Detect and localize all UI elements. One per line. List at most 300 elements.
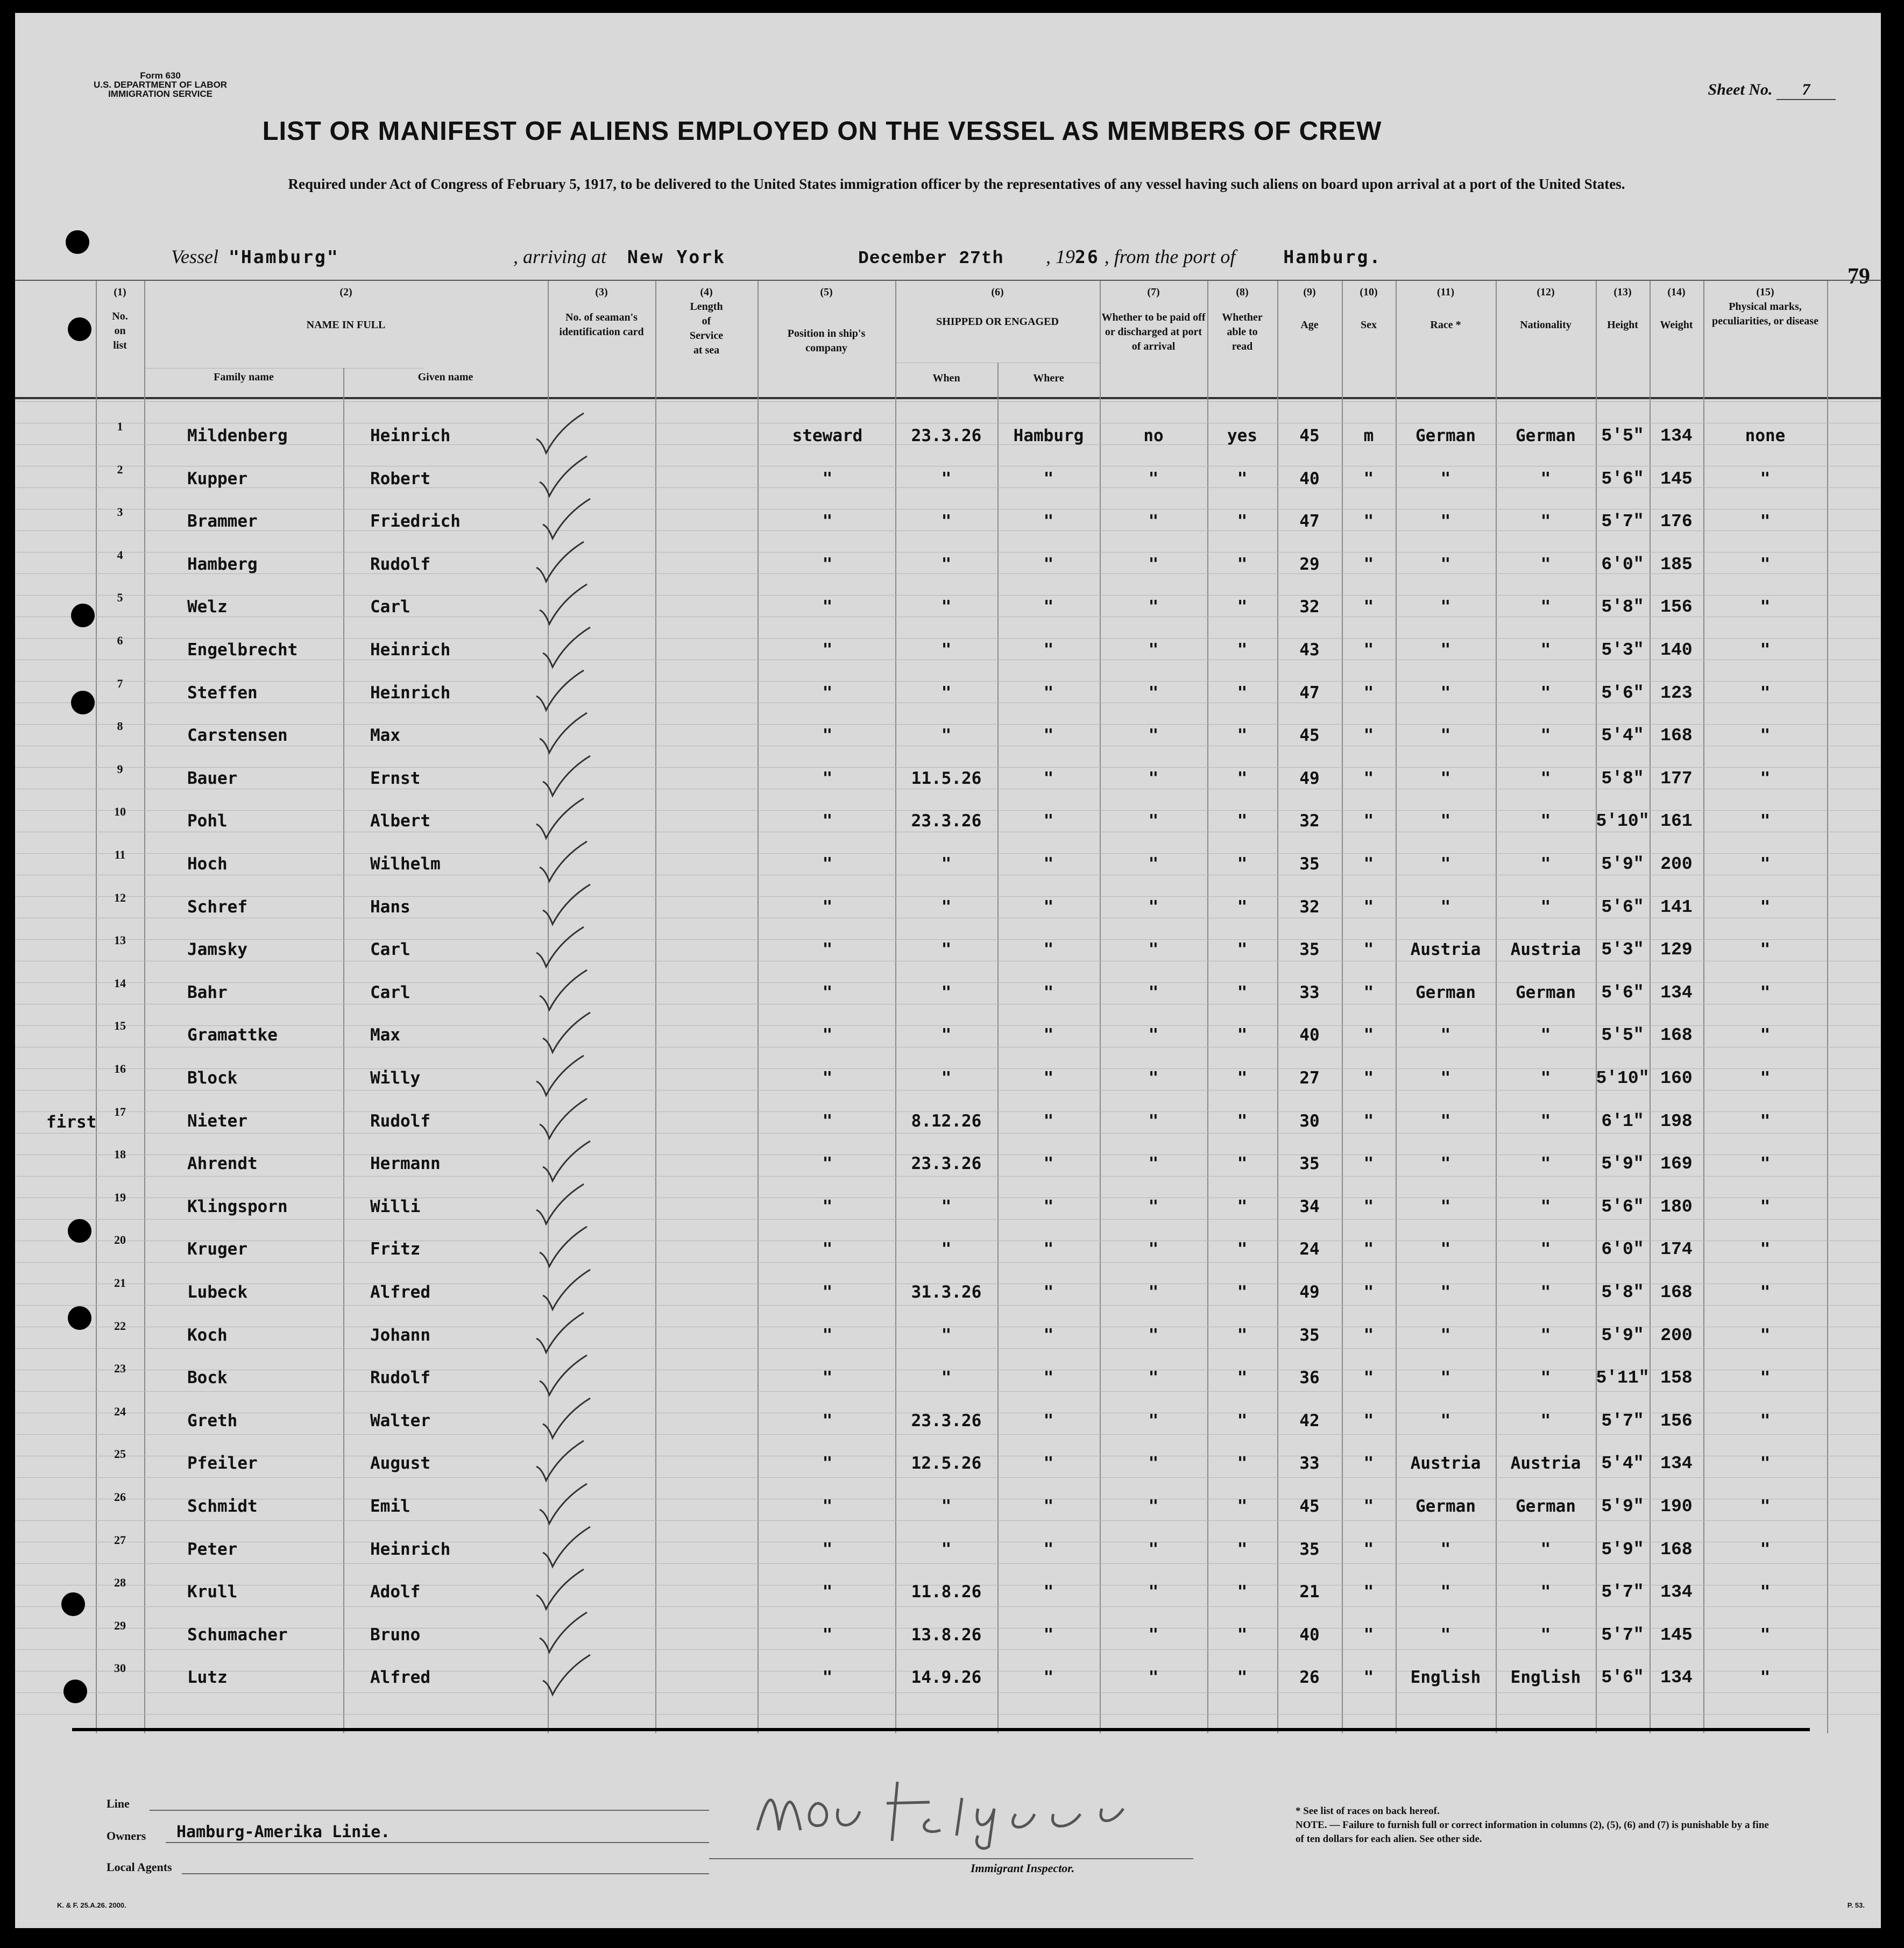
check-mark-icon — [541, 754, 592, 799]
nationality-cell: " — [1540, 1068, 1551, 1088]
shipped-where-cell: " — [1043, 469, 1054, 488]
shipped-where-cell: " — [1043, 854, 1054, 874]
able-to-read-cell: " — [1237, 897, 1248, 917]
nationality-cell: " — [1540, 726, 1551, 746]
family-name-cell: Peter — [187, 1539, 238, 1559]
given-name-cell: Heinrich — [370, 1539, 451, 1559]
sheet-number: 7 — [1776, 81, 1836, 100]
row-number: 21 — [114, 1276, 126, 1290]
race-cell: " — [1440, 768, 1451, 788]
physical-marks-cell: " — [1760, 683, 1771, 703]
race-cell: " — [1440, 512, 1451, 532]
paid-off-cell: " — [1148, 1411, 1159, 1430]
able-to-read-cell: " — [1237, 1154, 1248, 1174]
race-cell: " — [1440, 1239, 1451, 1259]
weight-cell: 200 — [1660, 1325, 1693, 1345]
given-name-cell: Emil — [370, 1497, 410, 1516]
family-name-cell: Bahr — [187, 982, 228, 1002]
sex-cell: " — [1363, 512, 1374, 532]
shipped-when-cell: 23.3.26 — [911, 1154, 982, 1174]
physical-marks-cell: " — [1760, 1154, 1771, 1174]
folio-number: 79 — [1848, 264, 1870, 289]
owners-label: Owners — [107, 1829, 146, 1843]
race-cell: " — [1440, 554, 1451, 574]
age-cell: 45 — [1299, 726, 1320, 746]
check-mark-icon — [534, 1311, 586, 1356]
shipped-where-cell: " — [1043, 811, 1054, 831]
physical-marks-cell: " — [1760, 1196, 1771, 1216]
given-name-cell: Heinrich — [370, 683, 451, 703]
sex-cell: " — [1363, 1539, 1374, 1559]
row-rule — [15, 853, 1881, 854]
nationality-cell: " — [1540, 1625, 1551, 1645]
physical-marks-cell: " — [1760, 1025, 1771, 1045]
physical-marks-cell: " — [1760, 768, 1771, 788]
race-cell: " — [1440, 1068, 1451, 1088]
shipped-when-cell: " — [941, 683, 952, 703]
header-col7: (7) Whether to be paid off or discharged at port of arrival — [1101, 286, 1206, 352]
check-mark-icon — [534, 1439, 586, 1484]
row-number: 25 — [114, 1447, 126, 1461]
given-name-cell: Walter — [370, 1411, 430, 1430]
given-name-cell: Rudolf — [370, 554, 430, 574]
able-to-read-cell: " — [1237, 1625, 1248, 1645]
row-rule — [15, 681, 1881, 682]
physical-marks-cell: " — [1760, 854, 1771, 874]
able-to-read-cell: " — [1237, 1539, 1248, 1559]
given-name-cell: Carl — [370, 940, 410, 960]
given-name-cell: Hermann — [370, 1154, 441, 1174]
race-cell: " — [1440, 1154, 1451, 1174]
row-number: 2 — [117, 462, 123, 476]
height-cell: 6'0" — [1601, 554, 1644, 575]
physical-marks-cell: " — [1760, 940, 1771, 960]
row-rule — [15, 1606, 1881, 1607]
row-number: 22 — [114, 1319, 126, 1333]
race-cell: " — [1440, 1625, 1451, 1645]
paid-off-cell: " — [1148, 1454, 1159, 1474]
given-name-cell: Friedrich — [370, 512, 461, 532]
paid-off-cell: " — [1148, 940, 1159, 960]
punch-hole — [71, 604, 95, 627]
row-number: 18 — [114, 1147, 126, 1161]
physical-marks-cell: " — [1760, 554, 1771, 574]
able-to-read-cell: " — [1237, 1239, 1248, 1259]
inspector-label: Immigrant Inspector. — [971, 1861, 1075, 1875]
able-to-read-cell: " — [1237, 640, 1248, 660]
position-cell: " — [822, 982, 833, 1002]
shipped-when-cell: " — [941, 1196, 952, 1216]
row-number: 19 — [114, 1190, 126, 1204]
nationality-cell: " — [1540, 1411, 1551, 1430]
column-rule — [758, 281, 759, 1733]
weight-cell: 145 — [1660, 469, 1693, 489]
nationality-cell: " — [1540, 768, 1551, 788]
race-cell: " — [1440, 640, 1451, 660]
shipped-where-cell: Hamburg — [1013, 426, 1084, 445]
shipped-where-cell: " — [1043, 1368, 1054, 1388]
height-cell: 5'11" — [1596, 1368, 1650, 1389]
height-cell: 6'1" — [1601, 1111, 1644, 1131]
height-cell: 5'5" — [1601, 1025, 1644, 1046]
position-cell: " — [822, 1497, 833, 1516]
row-number: 20 — [114, 1233, 126, 1247]
position-cell: " — [822, 940, 833, 960]
shipped-where-cell: " — [1043, 1239, 1054, 1259]
able-to-read-cell: " — [1237, 768, 1248, 788]
weight-cell: 176 — [1660, 512, 1693, 532]
able-to-read-cell: " — [1237, 982, 1248, 1002]
paid-off-cell: " — [1148, 1582, 1159, 1602]
sex-cell: " — [1363, 854, 1374, 874]
shipped-where-cell: " — [1043, 683, 1054, 703]
family-name-cell: Pfeiler — [187, 1454, 258, 1474]
given-name-cell: Carl — [370, 597, 410, 617]
able-to-read-cell: " — [1237, 940, 1248, 960]
physical-marks-cell: " — [1760, 1539, 1771, 1559]
nationality-cell: " — [1540, 554, 1551, 574]
family-name-cell: Steffen — [187, 683, 258, 703]
shipped-where-cell: " — [1043, 554, 1054, 574]
inspector-line — [709, 1858, 1193, 1859]
sex-cell: " — [1363, 726, 1374, 746]
weight-cell: 168 — [1660, 1283, 1693, 1302]
check-mark-icon — [534, 1182, 586, 1227]
physical-marks-cell: " — [1760, 1068, 1771, 1088]
race-cell: German — [1415, 1497, 1476, 1516]
column-rule — [96, 281, 97, 1733]
check-mark-icon — [534, 540, 586, 585]
vessel-label: Vessel — [171, 246, 218, 267]
row-number: 29 — [114, 1618, 126, 1632]
sheet-label: Sheet No. — [1708, 81, 1773, 98]
given-name-cell: Rudolf — [370, 1111, 430, 1131]
height-cell: 5'9" — [1601, 1539, 1644, 1560]
age-cell: 36 — [1299, 1368, 1320, 1388]
sex-cell: " — [1363, 1325, 1374, 1345]
nationality-cell: German — [1516, 426, 1576, 445]
weight-cell: 134 — [1660, 1582, 1693, 1603]
check-mark-icon — [534, 411, 586, 456]
weight-cell: 200 — [1660, 854, 1693, 874]
age-cell: 29 — [1299, 554, 1320, 574]
position-cell: " — [822, 1154, 833, 1174]
shipped-when-cell: 13.8.26 — [911, 1625, 982, 1645]
year-prefix: , 19 — [1046, 246, 1075, 267]
position-cell: " — [822, 1196, 833, 1216]
age-cell: 30 — [1299, 1111, 1320, 1131]
sex-cell: " — [1363, 1411, 1374, 1430]
punch-hole — [71, 691, 95, 714]
race-cell: " — [1440, 726, 1451, 746]
height-cell: 5'3" — [1601, 640, 1644, 660]
given-name-cell: Johann — [370, 1325, 430, 1345]
position-cell: " — [822, 726, 833, 746]
row-number: 8 — [117, 719, 123, 733]
weight-cell: 140 — [1660, 640, 1693, 660]
shipped-where-cell: " — [1043, 512, 1054, 532]
shipped-where-cell: " — [1043, 1325, 1054, 1345]
given-name-cell: Ernst — [370, 768, 421, 788]
shipped-where-cell: " — [1043, 1497, 1054, 1516]
paid-off-cell: " — [1148, 1497, 1159, 1516]
weight-cell: 161 — [1660, 811, 1693, 832]
age-cell: 47 — [1299, 512, 1320, 532]
age-cell: 26 — [1299, 1668, 1320, 1688]
height-cell: 5'4" — [1601, 1454, 1644, 1474]
age-cell: 45 — [1299, 426, 1320, 445]
position-cell: " — [822, 554, 833, 574]
shipped-when-cell: 23.3.26 — [911, 1411, 982, 1430]
sex-cell: " — [1363, 1582, 1374, 1602]
nationality-cell: " — [1540, 1368, 1551, 1388]
age-cell: 49 — [1299, 1283, 1320, 1302]
physical-marks-cell: none — [1745, 426, 1786, 445]
height-cell: 5'8" — [1601, 1283, 1644, 1302]
age-cell: 27 — [1299, 1068, 1320, 1088]
nationality-cell: " — [1540, 1154, 1551, 1174]
family-name-cell: Kupper — [187, 469, 247, 488]
given-name-cell: Willy — [370, 1068, 421, 1088]
race-cell: English — [1410, 1668, 1481, 1688]
given-name-cell: August — [370, 1454, 430, 1474]
sex-cell: " — [1363, 1668, 1374, 1688]
punch-hole — [61, 1592, 85, 1616]
family-name-cell: Ahrendt — [187, 1154, 258, 1174]
physical-marks-cell: " — [1760, 1668, 1771, 1688]
nationality-cell: " — [1540, 854, 1551, 874]
height-cell: 5'5" — [1601, 426, 1644, 446]
able-to-read-cell: " — [1237, 1411, 1248, 1430]
height-cell: 5'10" — [1596, 1068, 1650, 1088]
paid-off-cell: " — [1148, 1539, 1159, 1559]
shipped-when-cell: " — [941, 554, 952, 574]
sex-cell: " — [1363, 768, 1374, 788]
family-name-cell: Gramattke — [187, 1025, 278, 1045]
shipped-when-cell: " — [941, 1497, 952, 1516]
height-cell: 5'6" — [1601, 1196, 1644, 1217]
nationality-cell: German — [1516, 982, 1576, 1002]
nationality-cell: German — [1516, 1497, 1576, 1516]
weight-cell: 160 — [1660, 1068, 1693, 1088]
age-cell: 35 — [1299, 854, 1320, 874]
age-cell: 21 — [1299, 1582, 1320, 1602]
paid-off-cell: " — [1148, 554, 1159, 574]
shipped-when-cell: " — [941, 982, 952, 1002]
row-number: 1 — [117, 420, 123, 433]
able-to-read-cell: " — [1237, 1454, 1248, 1474]
row-number: 11 — [114, 848, 126, 861]
arrival-date: December 27th — [858, 249, 1004, 268]
header-family-name: Family name — [214, 371, 274, 383]
age-cell: 32 — [1299, 811, 1320, 831]
race-cell: German — [1415, 426, 1476, 445]
manifest-sheet — [15, 13, 1881, 1928]
family-name-cell: Schref — [187, 897, 247, 917]
row-number: 6 — [117, 634, 123, 647]
row-number: 16 — [114, 1062, 126, 1075]
age-cell: 35 — [1299, 940, 1320, 960]
row-number: 10 — [114, 805, 126, 819]
age-cell: 47 — [1299, 683, 1320, 703]
position-cell: " — [822, 1625, 833, 1645]
given-name-cell: Adolf — [370, 1582, 421, 1602]
shipped-when-cell: " — [941, 1539, 952, 1559]
race-cell: " — [1440, 897, 1451, 917]
age-cell: 45 — [1299, 1497, 1320, 1516]
table-top-border — [15, 280, 1881, 281]
race-cell: German — [1415, 982, 1476, 1002]
row-number: 30 — [114, 1661, 126, 1675]
header-col5: (5) Position in ship's company — [787, 286, 866, 354]
list-end-rule — [72, 1728, 1810, 1731]
shipped-where-cell: " — [1043, 1668, 1054, 1688]
shipped-where-cell: " — [1043, 897, 1054, 917]
weight-cell: 168 — [1660, 1025, 1693, 1046]
height-cell: 5'6" — [1601, 469, 1644, 489]
shipped-when-cell: 11.8.26 — [911, 1582, 982, 1602]
sex-cell: " — [1363, 982, 1374, 1002]
port-label: , from the port of — [1104, 246, 1236, 267]
shipped-where-cell: " — [1043, 1025, 1054, 1045]
row-number: 28 — [114, 1576, 126, 1590]
height-cell: 6'0" — [1601, 1239, 1644, 1260]
given-name-cell: Rudolf — [370, 1368, 430, 1388]
column-rule — [144, 281, 145, 1733]
shipped-when-cell: " — [941, 1368, 952, 1388]
paid-off-cell: " — [1148, 597, 1159, 617]
row-number: 27 — [114, 1533, 126, 1547]
check-mark-icon — [534, 668, 586, 713]
given-name-cell: Wilhelm — [370, 854, 441, 874]
position-cell: " — [822, 1068, 833, 1088]
shipped-where-cell: " — [1043, 1454, 1054, 1474]
able-to-read-cell: " — [1237, 1025, 1248, 1045]
header-given-name: Given name — [417, 371, 473, 383]
weight-cell: 158 — [1660, 1368, 1693, 1389]
column-rule — [1827, 281, 1828, 1733]
physical-marks-cell: " — [1760, 1368, 1771, 1388]
weight-cell: 198 — [1660, 1111, 1693, 1131]
sex-cell: " — [1363, 1111, 1374, 1131]
row-number: 15 — [114, 1019, 126, 1033]
shipped-when-cell: " — [941, 1068, 952, 1088]
family-name-cell: Kruger — [187, 1239, 247, 1259]
race-cell: " — [1440, 1411, 1451, 1430]
physical-marks-cell: " — [1760, 1625, 1771, 1645]
weight-cell: 190 — [1660, 1497, 1693, 1517]
family-name-cell: Engelbrecht — [187, 640, 298, 660]
race-cell: " — [1440, 683, 1451, 703]
shipped-when-cell: " — [941, 512, 952, 532]
given-name-cell: Max — [370, 726, 400, 746]
position-cell: " — [822, 1582, 833, 1602]
height-cell: 5'7" — [1601, 1411, 1644, 1431]
able-to-read-cell: " — [1237, 1111, 1248, 1131]
paid-off-cell: no — [1143, 426, 1164, 445]
check-mark-icon — [537, 1224, 589, 1270]
physical-marks-cell: " — [1760, 1497, 1771, 1516]
nationality-cell: " — [1540, 1325, 1551, 1345]
given-name-cell: Heinrich — [370, 640, 451, 660]
row-number: 12 — [114, 890, 126, 904]
position-cell: " — [822, 1025, 833, 1045]
sex-cell: " — [1363, 1625, 1374, 1645]
nationality-cell: " — [1540, 1582, 1551, 1602]
age-cell: 40 — [1299, 1625, 1320, 1645]
check-mark-icon — [537, 582, 589, 627]
row-rule — [15, 638, 1881, 639]
arrival-port: New York — [627, 246, 726, 267]
position-cell: " — [822, 469, 833, 488]
header-col15: (15) Physical marks, peculiarities, or disease — [1712, 286, 1818, 327]
paid-off-cell: " — [1148, 726, 1159, 746]
header-where: Where — [1033, 372, 1064, 384]
family-name-cell: Hoch — [187, 854, 228, 874]
punch-hole — [68, 317, 91, 341]
position-cell: " — [822, 1239, 833, 1259]
row-rule — [15, 810, 1881, 811]
check-mark-icon — [537, 711, 589, 756]
able-to-read-cell: " — [1237, 469, 1248, 488]
sex-cell: " — [1363, 640, 1374, 660]
row-rule — [15, 1520, 1881, 1521]
nationality-cell: " — [1540, 1539, 1551, 1559]
row-number: 4 — [117, 548, 123, 562]
paid-off-cell: " — [1148, 1668, 1159, 1688]
shipped-where-cell: " — [1043, 1411, 1054, 1430]
shipped-when-cell: " — [941, 1325, 952, 1345]
nationality-cell: " — [1540, 640, 1551, 660]
physical-marks-cell: " — [1760, 1454, 1771, 1474]
family-name-cell: Lubeck — [187, 1283, 247, 1302]
local-agents-label: Local Agents — [107, 1860, 172, 1874]
shipped-when-cell: 23.3.26 — [911, 426, 982, 445]
header-col3: (3) No. of seaman's identification card — [559, 286, 644, 338]
sex-cell: " — [1363, 940, 1374, 960]
check-mark-icon — [541, 1267, 592, 1313]
shipped-when-cell: 12.5.26 — [911, 1454, 982, 1474]
paid-off-cell: " — [1148, 1025, 1159, 1045]
height-cell: 5'7" — [1601, 512, 1644, 532]
shipped-when-cell: " — [941, 854, 952, 874]
sex-cell: " — [1363, 1239, 1374, 1259]
shipped-where-cell: " — [1043, 768, 1054, 788]
paid-off-cell: " — [1148, 1283, 1159, 1302]
able-to-read-cell: " — [1237, 1325, 1248, 1345]
row-rule — [15, 767, 1881, 768]
shipped-when-cell: 31.3.26 — [911, 1283, 982, 1302]
position-cell: " — [822, 1539, 833, 1559]
height-cell: 5'6" — [1601, 897, 1644, 917]
race-cell: " — [1440, 469, 1451, 488]
position-cell: steward — [792, 426, 863, 445]
nationality-cell: " — [1540, 1196, 1551, 1216]
weight-cell: 169 — [1660, 1154, 1693, 1174]
race-cell: " — [1440, 1582, 1451, 1602]
check-mark-icon — [541, 1139, 592, 1184]
height-cell: 5'4" — [1601, 726, 1644, 746]
physical-marks-cell: " — [1760, 1582, 1771, 1602]
paid-off-cell: " — [1148, 1625, 1159, 1645]
shipped-where-cell: " — [1043, 640, 1054, 660]
physical-marks-cell: " — [1760, 1325, 1771, 1345]
family-name-cell: Bauer — [187, 768, 238, 788]
header-col6: (6) SHIPPED OR ENGAGED — [936, 286, 1059, 328]
position-cell: " — [822, 1283, 833, 1302]
weight-cell: 123 — [1660, 683, 1693, 703]
given-name-cell: Willi — [370, 1196, 421, 1216]
